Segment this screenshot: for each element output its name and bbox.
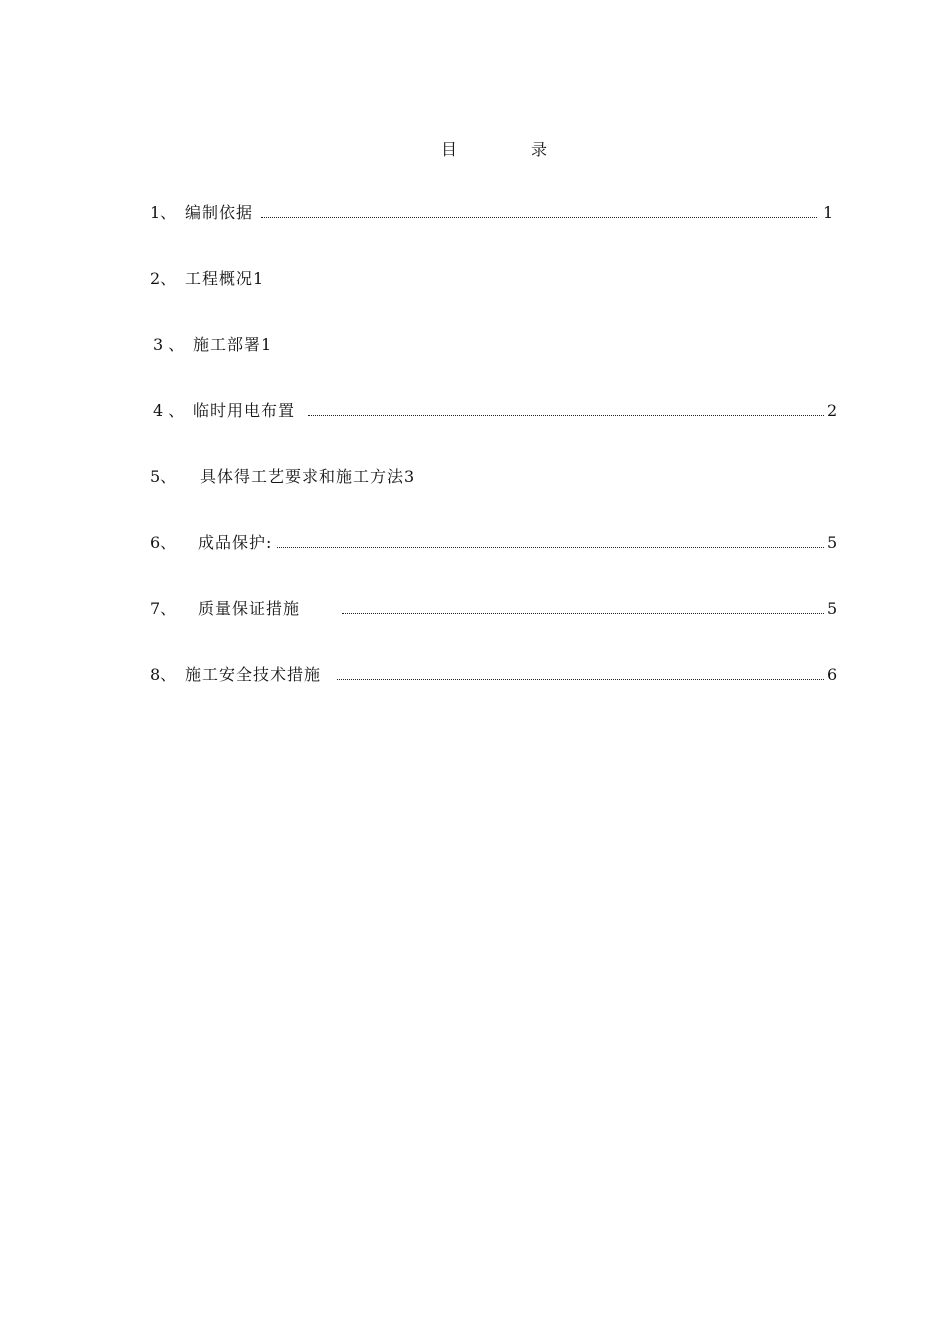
dot-leader — [342, 613, 824, 614]
dot-leader — [277, 547, 824, 548]
dot-leader — [308, 415, 824, 416]
toc-entry-number: 3 、 — [153, 335, 185, 354]
toc-entry-number: 1、 — [150, 203, 177, 222]
dot-leader — [261, 217, 817, 218]
toc-entry-8[interactable] — [150, 664, 840, 686]
toc-entry-3[interactable] — [153, 334, 843, 356]
toc-entry-number: 6、 — [150, 533, 177, 552]
toc-entry-title: 工程概况1 — [185, 269, 265, 288]
toc-entry-number: 8、 — [150, 665, 177, 684]
toc-entry-page-number: 2 — [827, 401, 838, 420]
toc-entry-page-number: 5 — [827, 599, 838, 618]
toc-entry-number: 5、 — [150, 467, 177, 486]
toc-entry-number: 2、 — [150, 269, 177, 288]
toc-entry-4[interactable] — [153, 400, 843, 422]
toc-entry-title: 施工安全技术措施 — [185, 665, 322, 684]
toc-heading-left-char: 目 — [441, 140, 458, 159]
toc-heading — [0, 137, 950, 159]
toc-entry-2[interactable] — [150, 268, 840, 290]
toc-entry-title: 临时用电布置 — [193, 401, 296, 420]
toc-entry-title: 质量保证措施 — [198, 599, 301, 618]
toc-entry-page-number: 6 — [827, 665, 838, 684]
dot-leader — [337, 679, 824, 680]
toc-entry-number: 4 、 — [153, 401, 185, 420]
toc-heading-right-char: 录 — [531, 140, 548, 159]
toc-entry-title: 成品保护: — [198, 533, 273, 552]
toc-entry-7[interactable] — [150, 598, 840, 620]
toc-entry-6[interactable] — [150, 532, 840, 554]
toc-entry-5[interactable] — [150, 466, 840, 488]
toc-entry-title: 具体得工艺要求和施工方法3 — [200, 467, 416, 486]
toc-entry-1[interactable] — [150, 202, 840, 224]
toc-entry-page-number: 5 — [827, 533, 838, 552]
toc-entry-number: 7、 — [150, 599, 177, 618]
toc-entry-page-number: 1 — [823, 203, 834, 222]
toc-entry-title: 施工部署1 — [193, 335, 273, 354]
toc-entry-title: 编制依据 — [185, 203, 254, 222]
